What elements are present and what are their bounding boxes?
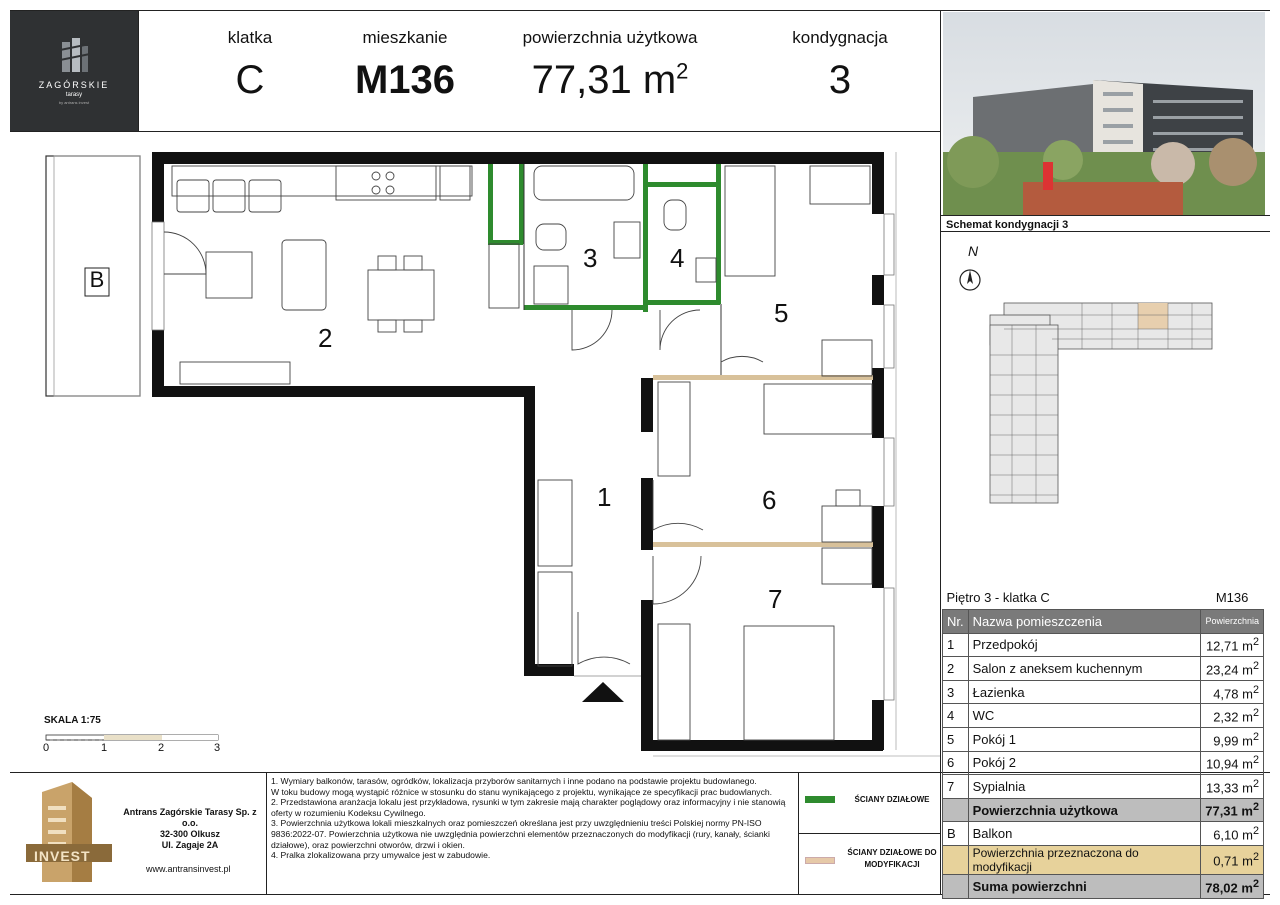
table-title: Piętro 3 - klatka C — [943, 586, 1201, 610]
scale-bar — [46, 735, 218, 740]
logo-sub: tarasy — [65, 92, 83, 98]
partition-walls — [488, 164, 721, 312]
building-visualization — [943, 12, 1265, 215]
total-area-row: Suma powierzchni 78,02 $m^2$ — [943, 875, 1264, 899]
compass-label: N — [968, 243, 979, 259]
floor-scheme-map — [982, 295, 1214, 507]
modification-area-row: Powierzchnia przeznaczona do modyfikacji 0,71 $m^2$ — [943, 846, 1264, 875]
table-header-row: Nr. Nazwa pomieszczenia Powierzchnia — [943, 610, 1264, 634]
legend-modifiable-swatch — [805, 857, 835, 864]
legal-notes: 1. Wymiary balkonów, tarasów, ogródków, lokalizacja przyborów sanitarnych i inne podano na podstawie projektu budowlanego. W toku budowy mogą wystąpić różnice w stosunku do stanu wynikającego z projektu, wynikające ze specyfikacji prac budowlanych. 2. Przedstawiona aranżacja lokalu jest przykładowa, rysunki w tym zakresie mają charakter poglądowy oraz informacyjny i nie stanowią oferty w rozumieniu Kodeksu Cywilnego. 3. Powierzchnia użytkowa lokali mieszkalnych oraz pomieszczeń określana jest przy uwzględnieniu treści Polskiej normy PN-ISO 9836:2022-07. Powierzchnia użytkowa nie uwzględnia powierzchni elementów przeznaczonych do modyfikacji (rury, kanały, ścianki działowe), oraz powierzchni otworów, drzwi i okien. 4. Pralka zlokalizowana przy umywalce jest w zabudowie. — [271, 776, 786, 861]
balcony-row: B Balkon 6,10 $m^2$ — [943, 822, 1264, 846]
company-website[interactable]: www.antransinvest.pl — [146, 864, 231, 874]
usable-area-row: Powierzchnia użytkowa 77,31 $m^2$ — [943, 798, 1264, 822]
room-number-5: 5 — [774, 298, 789, 328]
modifiable-wall — [653, 542, 873, 547]
table-apartment: M136 — [1201, 586, 1264, 610]
room-area-table — [942, 586, 1264, 899]
apartment-value: M136 — [354, 58, 456, 102]
entrance-arrow-icon — [582, 682, 624, 702]
table-row: 3 Łazienka 4,78 $m^2$ — [943, 680, 1264, 704]
table-row: 6 Pokój 2 10,94 $m^2$ — [943, 751, 1264, 775]
table-row: 7 Sypialnia 13,33 $m^2$ — [943, 775, 1264, 799]
apartment-label: mieszkanie — [362, 28, 448, 47]
balcony-label: B — [89, 267, 105, 292]
stairwell-value: C — [235, 58, 265, 102]
table-row: 2 Salon z aneksem kuchennym 23,24 $m^2$ — [943, 657, 1264, 681]
room-number-4: 4 — [670, 243, 685, 273]
scale-tick-3: 3 — [214, 742, 221, 754]
logo-tagline: by antrans invest — [58, 100, 90, 105]
room-number-6: 6 — [762, 485, 777, 515]
legend-partition-label: ŚCIANY DZIAŁOWE — [854, 795, 930, 804]
furniture — [172, 166, 872, 740]
scale-tick-1: 1 — [101, 742, 108, 754]
legend-modifiable-label: ŚCIANY DZIAŁOWE DO MODYFIKACJI — [847, 848, 937, 869]
investor-logo-text: INVEST — [34, 848, 91, 864]
usable-area-value: 77,31 $m^2$ — [531, 58, 689, 102]
usable-area-label: powierzchnia użytkowa — [522, 28, 698, 47]
photo-caption: Schemat kondygnacji 3 — [946, 219, 1069, 231]
legend-partition-swatch — [805, 796, 835, 803]
table-row: 5 Pokój 1 9,99 $m^2$ — [943, 728, 1264, 752]
scale-tick-2: 2 — [158, 742, 165, 754]
logo-brand: ZAGÓRSKIE — [38, 80, 110, 90]
table-row: 1 Przedpokój 12,71 $m^2$ — [943, 633, 1264, 657]
compass-icon — [958, 268, 982, 292]
room-number-3: 3 — [583, 243, 598, 273]
floor-value: 3 — [828, 58, 852, 102]
company-info: Antrans Zagórskie Tarasy Sp. z o.o. 32-300 Olkusz Ul. Zagaje 2A — [123, 807, 257, 850]
scale-tick-0: 0 — [43, 742, 50, 754]
investor-logo — [22, 782, 114, 892]
room-number-2: 2 — [318, 323, 333, 353]
table-row: 4 WC 2,32 $m^2$ — [943, 704, 1264, 728]
door-swings — [164, 232, 763, 664]
stairwell-label: klatka — [227, 28, 273, 47]
floor-label: kondygnacja — [792, 28, 888, 47]
room-number-7: 7 — [768, 584, 783, 614]
scale-title: SKALA 1:75 — [44, 715, 101, 726]
room-number-1: 1 — [597, 482, 612, 512]
